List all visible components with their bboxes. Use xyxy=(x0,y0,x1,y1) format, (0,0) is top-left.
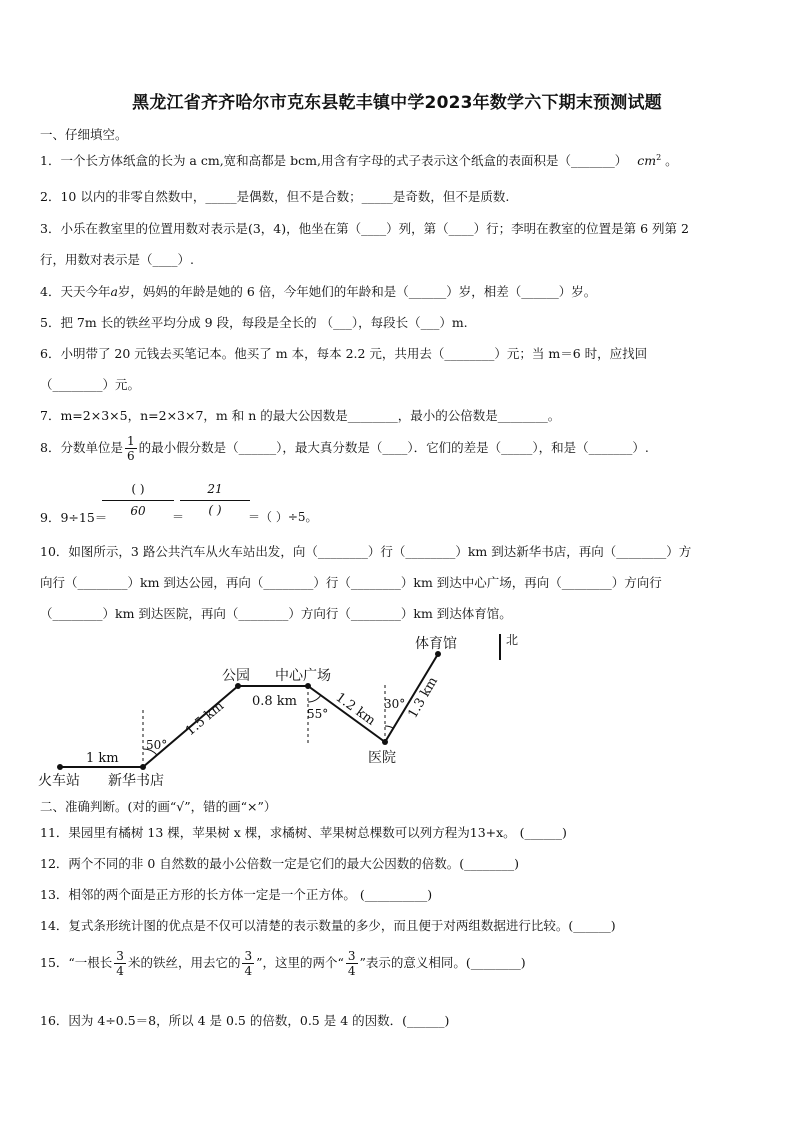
label-bookstore: 新华书店 xyxy=(108,773,164,789)
angle-arc-55 xyxy=(308,695,321,702)
fraction-1-numerator: ( ) xyxy=(131,482,145,496)
question-8-pre: 8．分数单位是 xyxy=(40,440,123,455)
angle-1: 50° xyxy=(146,738,168,752)
question-11: 11．果园里有橘树 13 棵，苹果树 x 棵，求橘树、苹果树总棵数可以列方程为13+x。 (______) xyxy=(40,825,567,840)
distance-5: 1.3 km xyxy=(405,674,441,721)
angle-3: 30° xyxy=(384,697,406,711)
fraction-1-bar xyxy=(102,500,174,501)
label-hospital: 医院 xyxy=(368,750,396,766)
page-title: 黑龙江省齐齐哈尔市克东县乾丰镇中学2023年数学六下期末预测试题 xyxy=(132,93,662,113)
question-7: 7．m=2×3×5，n=2×3×7，m 和 n 的最大公因数是________，最小的公倍数是________。 xyxy=(40,408,561,423)
question-1-tail: 。 xyxy=(665,153,678,168)
variable-a: a xyxy=(110,284,118,299)
question-10-line-2: 向行（________）km 到达公园，再向（________）行（________）km 到达中心广场，再向（________）方向行 xyxy=(40,575,662,590)
angle-arc-30 xyxy=(385,726,393,728)
fraction-numerator: 1 xyxy=(126,434,135,448)
question-15-pre: 15．“一根长 xyxy=(40,955,113,970)
label-square: 中心广场 xyxy=(275,668,331,684)
question-8-post: 的最小假分数是（______），最大真分数是（____）．它们的差是（_____），和是（_______）. xyxy=(138,440,649,455)
question-2: 2．10 以内的非零自然数中，_____是偶数，但不是合数；_____是奇数，但不是质数. xyxy=(40,189,510,204)
question-1-text: 1．一个长方体纸盒的长为 a cm,宽和高都是 bcm,用含有字母的式子表示这个纸盒的表面积是（_______） xyxy=(40,153,628,168)
fraction-2-bar xyxy=(180,500,250,501)
question-15 xyxy=(40,950,526,977)
distance-2: 1.5 km xyxy=(182,698,228,740)
question-9-lead: 9．9÷15＝ xyxy=(40,510,108,525)
fraction-three-quarters-3 xyxy=(346,950,358,977)
question-15-post: ”表示的意义相同。(________) xyxy=(359,955,526,970)
fraction-one-sixth xyxy=(125,435,137,462)
fraction-denominator: 6 xyxy=(126,449,135,463)
fraction-2-numerator: 21 xyxy=(207,482,223,496)
north-label: 北 xyxy=(506,633,519,647)
fraction-denominator: 4 xyxy=(347,964,356,978)
fraction-three-quarters-1 xyxy=(114,950,126,977)
fraction-numerator: 3 xyxy=(244,949,253,963)
fraction-1-denominator: 60 xyxy=(130,504,146,518)
distance-4: 1.2 km xyxy=(332,690,378,729)
point-station xyxy=(57,764,63,770)
label-park: 公园 xyxy=(222,668,250,684)
label-station: 火车站 xyxy=(38,773,80,789)
question-1 xyxy=(40,151,678,169)
question-3-line-1: 3．小乐在教室里的位置用数对表示是(3，4)，他坐在第（____）列，第（____）行；李明在教室的位置是第 6 列第 2 xyxy=(40,221,689,236)
fraction-numerator: 3 xyxy=(347,949,356,963)
section-heading-fill-in: 一、仔细填空。 xyxy=(40,127,128,142)
question-13: 13．相邻的两个面是正方形的长方体一定是一个正方体。 (__________) xyxy=(40,887,433,902)
label-gym: 体育馆 xyxy=(415,636,457,652)
question-9-tail: ＝（ ）÷5。 xyxy=(248,510,318,524)
question-6-line-1: 6．小明带了 20 元钱去买笔记本。他买了 m 本，每本 2.2 元，共用去（________）元；当 m＝6 时，应找回 xyxy=(40,346,648,361)
question-12: 12．两个不同的非 0 自然数的最小公倍数一定是它们的最大公因数的倍数。(________) xyxy=(40,856,520,871)
question-10-line-1: 10．如图所示，3 路公共汽车从火车站出发，向（________）行（________）km 到达新华书店，再向（________）方 xyxy=(40,544,692,559)
equals-sign: ＝ xyxy=(172,510,185,524)
question-15-mid-1: 米的铁丝，用去它的 xyxy=(127,955,241,970)
route-map xyxy=(30,624,550,794)
fraction-denominator: 4 xyxy=(116,964,124,978)
distance-1: 1 km xyxy=(86,751,119,766)
fraction-denominator: 4 xyxy=(244,964,253,978)
question-14: 14．复式条形统计图的优点是不仅可以清楚的表示数量的多少，而且便于对两组数据进行比较。(______) xyxy=(40,918,616,933)
question-4-pre: 4．天天今年 xyxy=(40,284,111,299)
question-3-line-2: 行，用数对表示是（____）. xyxy=(40,252,194,267)
angle-2: 55° xyxy=(307,707,329,721)
question-4-post: 岁，妈妈的年龄是她的 6 倍，今年她们的年龄和是（______）岁，相差（______）岁。 xyxy=(117,284,597,299)
distance-3: 0.8 km xyxy=(252,694,298,709)
question-16: 16．因为 4÷0.5＝8，所以 4 是 0.5 的倍数，0.5 是 4 的因数．(______) xyxy=(40,1013,450,1028)
unit-cm: cm xyxy=(637,153,657,168)
unit-exponent: 2 xyxy=(656,152,662,162)
fraction-three-quarters-2 xyxy=(242,950,254,977)
question-8 xyxy=(40,435,649,462)
section-heading-judge: 二、准确判断。(对的画“√”，错的画“×”） xyxy=(40,799,277,814)
question-5: 5．把 7m 长的铁丝平均分成 9 段，每段是全长的 （___），每段长（___）m. xyxy=(40,315,468,330)
question-4 xyxy=(40,282,596,300)
question-6-line-2: （________）元。 xyxy=(40,377,141,392)
question-10-line-3: （________）km 到达医院，再向（________）方向行（________）km 到达体育馆。 xyxy=(40,606,512,621)
fraction-2-denominator: ( ) xyxy=(208,503,222,517)
fraction-numerator: 3 xyxy=(116,949,124,963)
question-15-mid-2: ”，这里的两个“ xyxy=(256,955,344,970)
